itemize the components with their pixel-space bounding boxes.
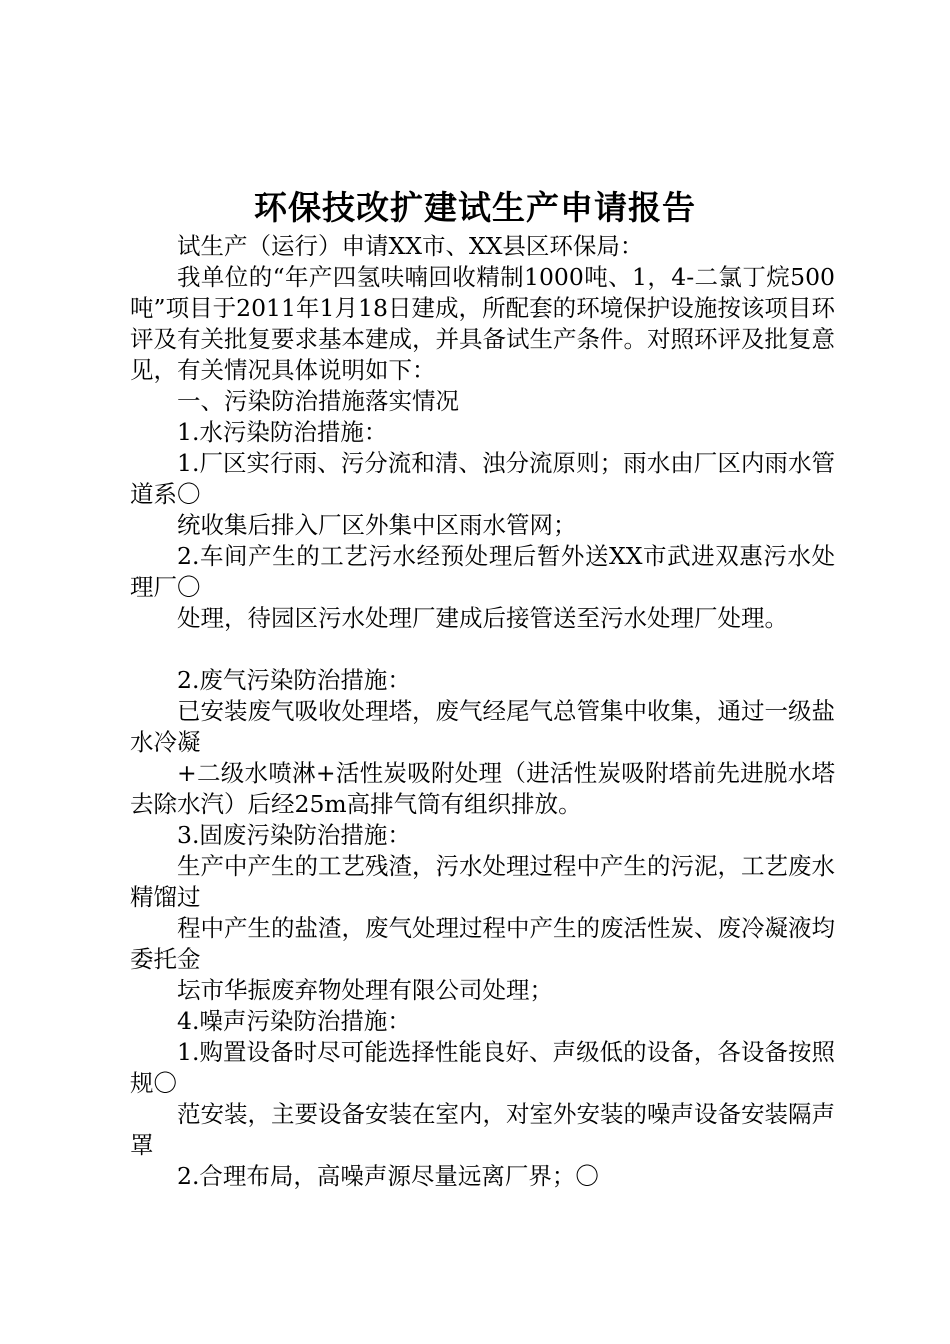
- blank-line: [130, 634, 835, 665]
- paragraph: 一、污染防治措施落实情况: [177, 387, 459, 415]
- paragraph: 2.废气污染防治措施：: [177, 666, 411, 694]
- paragraph: 4.噪声污染防治措施：: [177, 1007, 411, 1035]
- paragraph: 2.车间产生的工艺污水经预处理后暂外送XX市武进双惠污水处理厂〇: [130, 542, 835, 601]
- paragraph: 试生产（运行）申请XX市、XX县区环保局：: [177, 232, 644, 260]
- paragraph: +二级水喷淋+活性炭吸附处理（进活性炭吸附塔前先进脱水塔去除水汽）后经25m高排气筒有组织排放。: [130, 759, 835, 818]
- paragraph: 范安装，主要设备安装在室内，对室外安装的噪声设备安装隔声罩: [130, 1100, 835, 1159]
- paragraph: 1.购置设备时尽可能选择性能良好、声级低的设备，各设备按照规〇: [130, 1038, 835, 1097]
- paragraph: 统收集后排入厂区外集中区雨水管网；: [177, 511, 577, 539]
- document-body: [130, 231, 835, 1192]
- paragraph: 已安装废气吸收处理塔，废气经尾气总管集中收集，通过一级盐水冷凝: [130, 697, 835, 756]
- paragraph: 程中产生的盐渣，废气处理过程中产生的废活性炭、废冷凝液均委托金: [130, 914, 835, 973]
- document-title: 环保技改扩建试生产申请报告: [254, 188, 696, 227]
- paragraph: 处理，待园区污水处理厂建成后接管送至污水处理厂处理。: [177, 604, 788, 632]
- paragraph: 3.固废污染防治措施：: [177, 821, 411, 849]
- paragraph: 1.水污染防治措施：: [177, 418, 388, 446]
- paragraph: 我单位的“年产四氢呋喃回收精制1000吨、1，4-二氯丁烷500吨”项目于2011年1月18日建成，所配套的环境保护设施按该项目环评及有关批复要求基本建成，并具备试生产条件。对照环评及批复意见，有关情况具体说明如下：: [130, 263, 835, 384]
- paragraph: 坛市华振废弃物处理有限公司处理；: [177, 976, 553, 1004]
- paragraph: 生产中产生的工艺残渣，污水处理过程中产生的污泥，工艺废水精馏过: [130, 852, 835, 911]
- paragraph: 2.合理布局，高噪声源尽量远离厂界；〇: [177, 1162, 599, 1190]
- paragraph: 1.厂区实行雨、污分流和清、浊分流原则；雨水由厂区内雨水管道系〇: [130, 449, 835, 508]
